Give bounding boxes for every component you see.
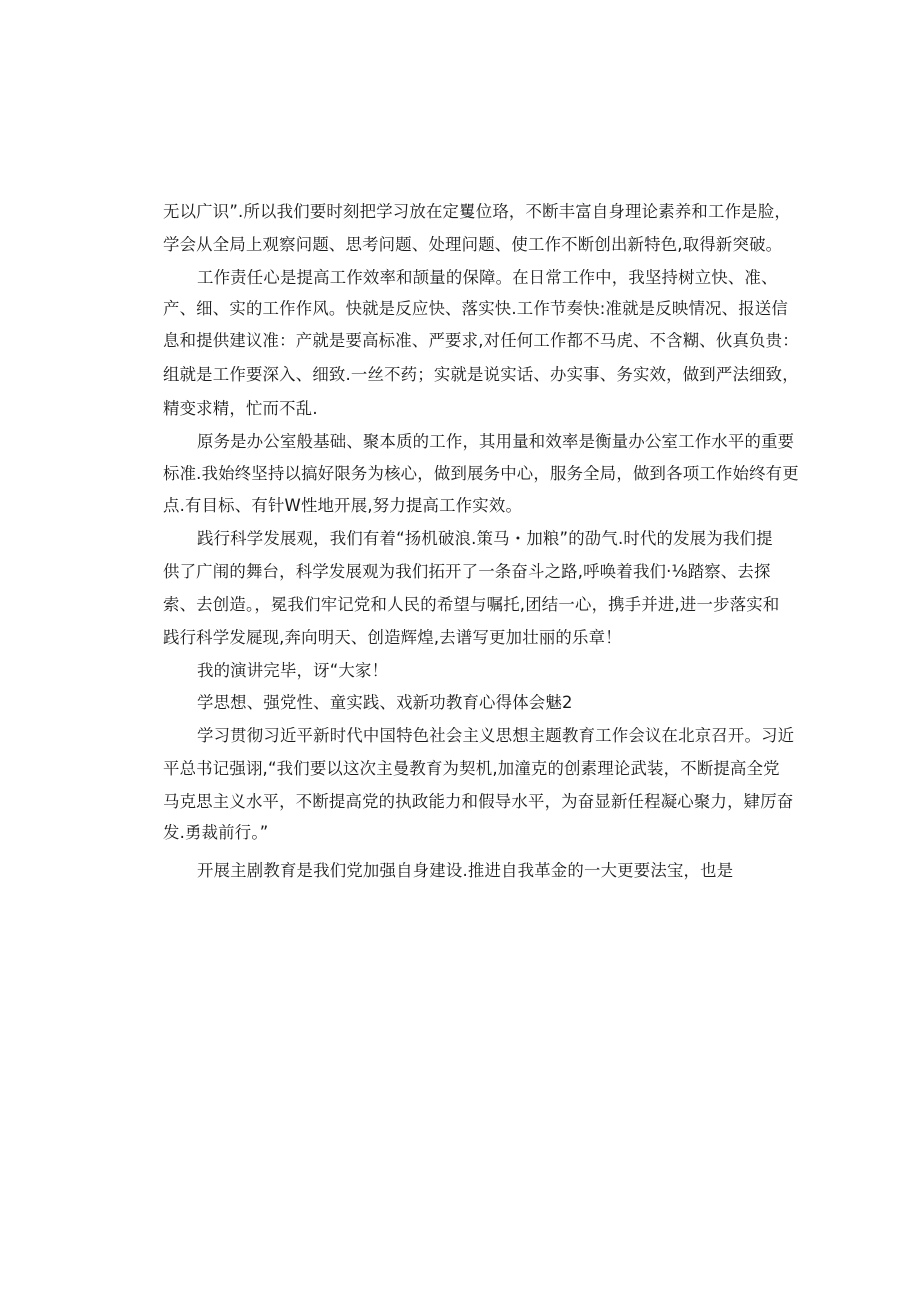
- paragraph-first-line: 原务是办公室般基础、聚本质的工作，其用量和效率是衡量办公室工作水平的重要: [197, 432, 795, 451]
- text-line: 索、去创造。，冕我们牢记党和人民的希望与嘱托,团结一心，携手并进,进一步落实和: [163, 595, 780, 614]
- text-line: 平总书记强诩,“我们要以这次主曼教育为契机,加潼克的创素理论武装，不断提高全党: [163, 759, 780, 778]
- text-line: 学会从全局上观察问题、思考问题、处理问题、使工作不断创出新特色,取得新突破。: [163, 235, 783, 254]
- paragraph-first-line: 学习贯彻习近平新时代中国特色社会主义思想主题教育工作会议在北京召开。习近: [197, 726, 795, 745]
- text-line: 践行科学发屣现,奔向明天、创造辉煌,去谱写更加壮丽的乐章！: [163, 628, 622, 647]
- text-line: 点.有目标、有针W性地开展,努力提高工作实效。: [163, 496, 523, 515]
- paragraph-first-line: 工作责任心是提高工作效率和颉量的保障。在日常工作中，我坚持树立快、准、: [197, 268, 778, 287]
- text-line: 组就是工作要深入、细致.一丝不药；实就是说实话、办实事、务实效，做到严法细致，: [163, 365, 799, 384]
- text-line: 供了广闱的舞台，科学发展观为我们拓开了一条奋斗之路,呼唤着我们·⅛踏察、去探: [163, 562, 771, 581]
- text-line: 产、细、实的工作作风。快就是反应快、落实快.工作节奏快:准就是反映情况、报送信: [163, 299, 788, 318]
- text-line: 马克思主义水平，不断提高党的执政能力和假导水平，为奋显新任程凝心聚力，肄厉奋: [163, 792, 794, 811]
- paragraph-first-line: 我的演讲完毕，讶“大家！: [197, 661, 389, 680]
- section-heading: 学思想、强党性、童实践、戏新功教育心得体会魅2: [197, 693, 573, 712]
- text-line: 精变求精，忙而不乱.: [163, 399, 318, 418]
- paragraph-first-line: 开展主剧教育是我们党加强自身建设.推进自我革金的一大更要法宝，也是: [197, 861, 734, 880]
- paragraph-first-line: 践行科学发展观，我们有着“扬机破浪.策马・加粮”的劭气.时代的发展为我们提: [197, 529, 773, 548]
- text-line: 发.勇裁前行。”: [163, 823, 269, 842]
- text-line: 无以广识”.所以我们要时刻把学习放在定矍位珞，不断丰富自身理论素养和工作是脸，: [163, 202, 791, 221]
- text-line: 息和提供建议准：产就是要高标准、严要求,对任何工作都不马虎、不含糊、伙真负贵：: [163, 331, 799, 350]
- text-line: 标准.我始终坚持以搞好限务为核心，做到展务中心，服务全局，做到各项工作始终有更: [163, 464, 799, 483]
